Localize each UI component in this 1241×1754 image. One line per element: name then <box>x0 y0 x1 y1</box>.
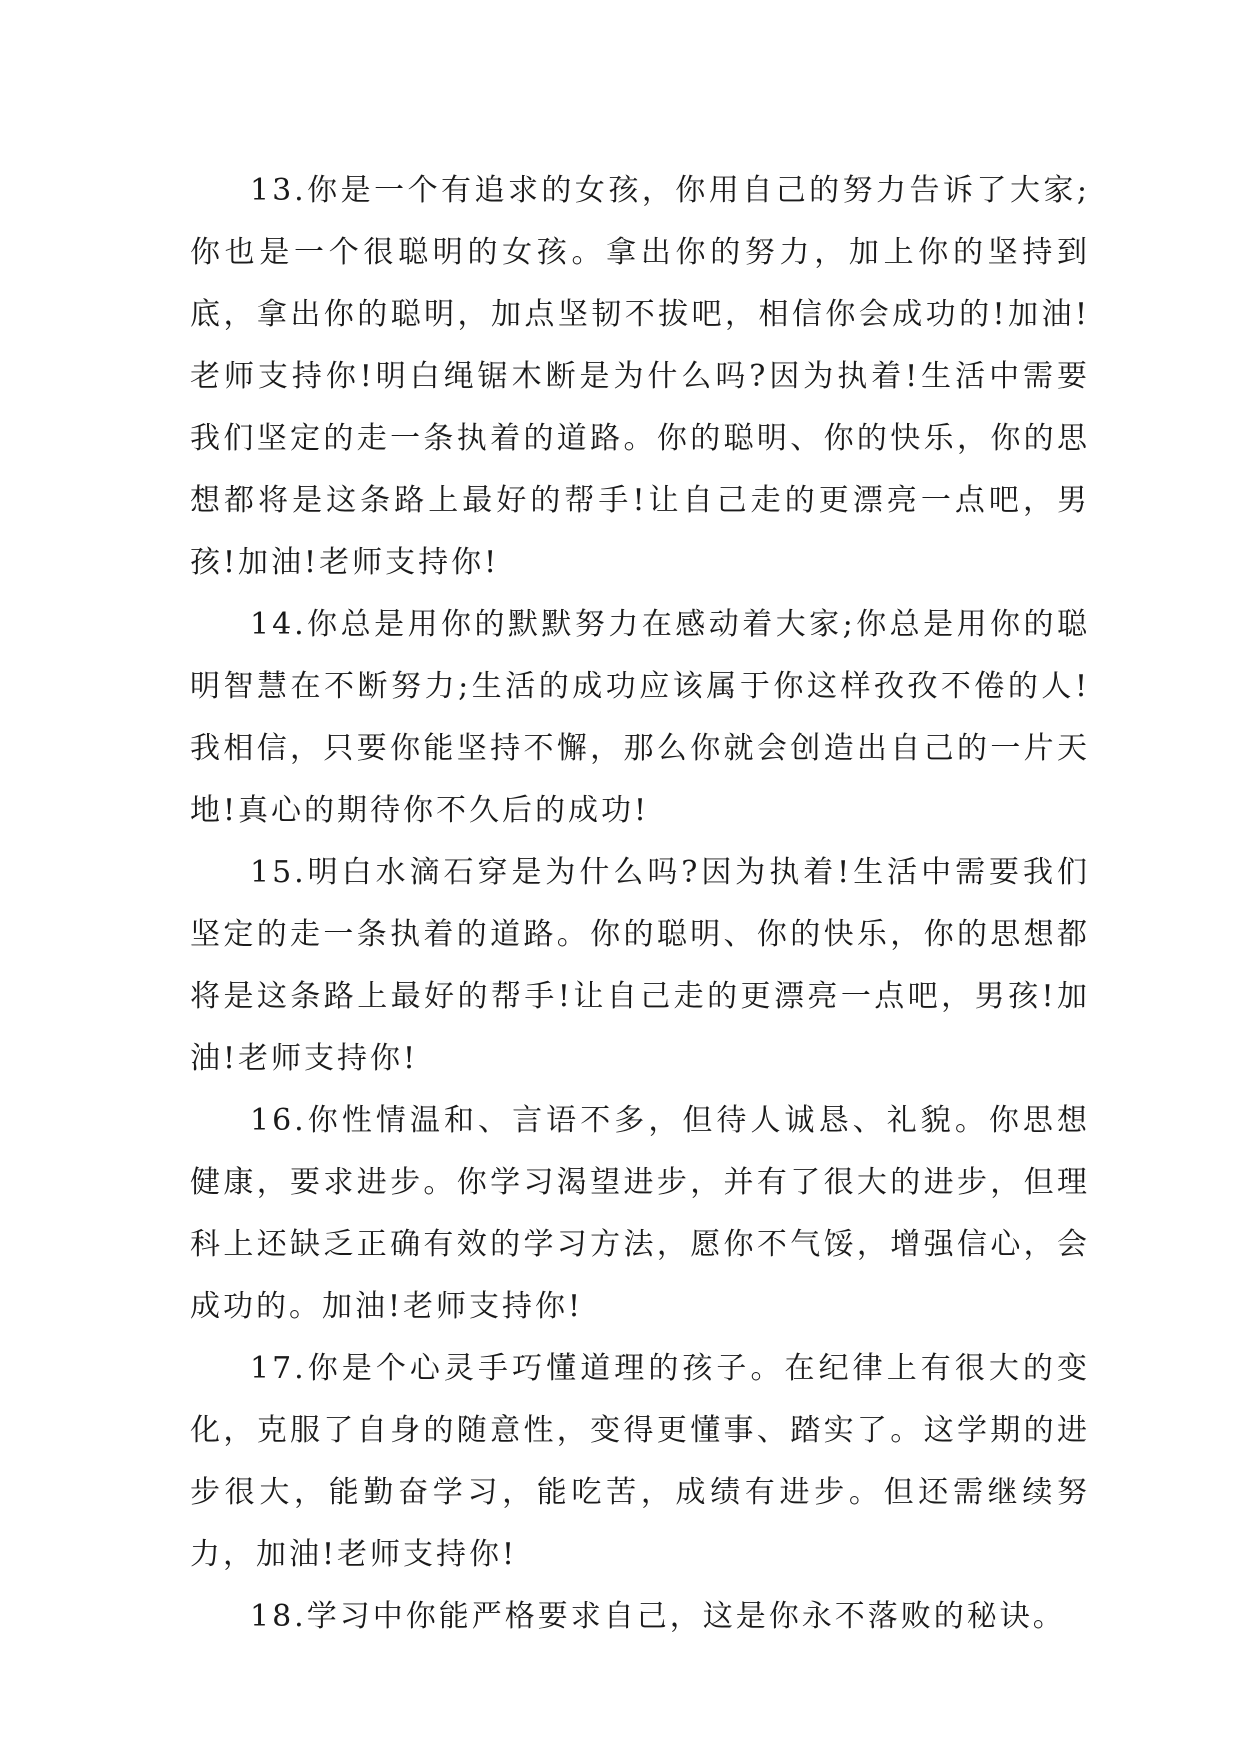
paragraph-line: 但理科上还缺乏正确有效的学习方法，愿你不气馁，增强信 <box>190 1165 1091 1262</box>
paragraph-line: 中需要我们坚定的走一条执着的道路。你的聪明、你的快乐， <box>190 359 1091 456</box>
comment-paragraph <box>190 160 1090 594</box>
paragraph-line: 18.学习中你能严格要求自己，这是你永不落败的秘诀。 <box>250 1599 1066 1634</box>
paragraph-line: 14.你总是用你的默默努力在感动着大家;你总是用你的 <box>250 607 1057 642</box>
paragraph-line: 的一片天地!真心的期待你不久后的成功! <box>190 731 1091 828</box>
paragraph-line: 的人!我相信，只要你能坚持不懈，那么你就会创造出自己 <box>190 669 1091 766</box>
paragraph-line: 加油!老师支持你!明白绳锯木断是为什么吗?因为执着!生活 <box>190 297 1091 394</box>
paragraph-line: 们坚定的走一条执着的道路。你的聪明、你的快乐，你的思 <box>190 855 1090 952</box>
comment-paragraph <box>190 1338 1090 1586</box>
paragraph-line: 持到底，拿出你的聪明，加点坚韧不拔吧，相信你会成功的! <box>190 235 1091 332</box>
comment-paragraph <box>190 1090 1090 1338</box>
paragraph-line: 你的思想都将是这条路上最好的帮手!让自己走的更漂亮一 <box>190 421 1091 518</box>
paragraph-line: 聪明智慧在不断努力;生活的成功应该属于你这样孜孜不倦 <box>190 607 1090 704</box>
paragraph-line: 家;你也是一个很聪明的女孩。拿出你的努力，加上你的坚 <box>190 173 1090 270</box>
paragraph-line: 变化，克服了自身的随意性，变得更懂事、踏实了。这学期 <box>190 1351 1090 1448</box>
paragraph-line: 想健康，要求进步。你学习渴望进步，并有了很大的进步， <box>190 1103 1090 1200</box>
paragraph-line: 续努力，加油!老师支持你! <box>190 1475 1091 1572</box>
paragraph-line: 17.你是个心灵手巧懂道理的孩子。在纪律上有很大的 <box>250 1351 1057 1386</box>
paragraph-line: 想都将是这条路上最好的帮手!让自己走的更漂亮一点吧， <box>190 917 1091 1014</box>
comment-paragraph <box>190 594 1090 842</box>
paragraph-line: 16.你性情温和、言语不多，但待人诚恳、礼貌。你思 <box>250 1103 1057 1138</box>
paragraph-line: 15.明白水滴石穿是为什么吗?因为执着!生活中需要我 <box>250 855 1057 890</box>
comment-paragraph <box>190 1586 1090 1648</box>
paragraph-line: 的进步很大，能勤奋学习，能吃苦，成绩有进步。但还需继 <box>190 1413 1091 1510</box>
document-body <box>190 160 1090 1648</box>
paragraph-line: 13.你是一个有追求的女孩，你用自己的努力告诉了大 <box>250 173 1044 208</box>
paragraph-line: 心，会成功的。加油!老师支持你! <box>190 1227 1091 1324</box>
paragraph-line: 男孩!加油!老师支持你! <box>190 979 1091 1076</box>
paragraph-line: 点吧，男孩!加油!老师支持你! <box>190 483 1090 580</box>
comment-paragraph <box>190 842 1090 1090</box>
